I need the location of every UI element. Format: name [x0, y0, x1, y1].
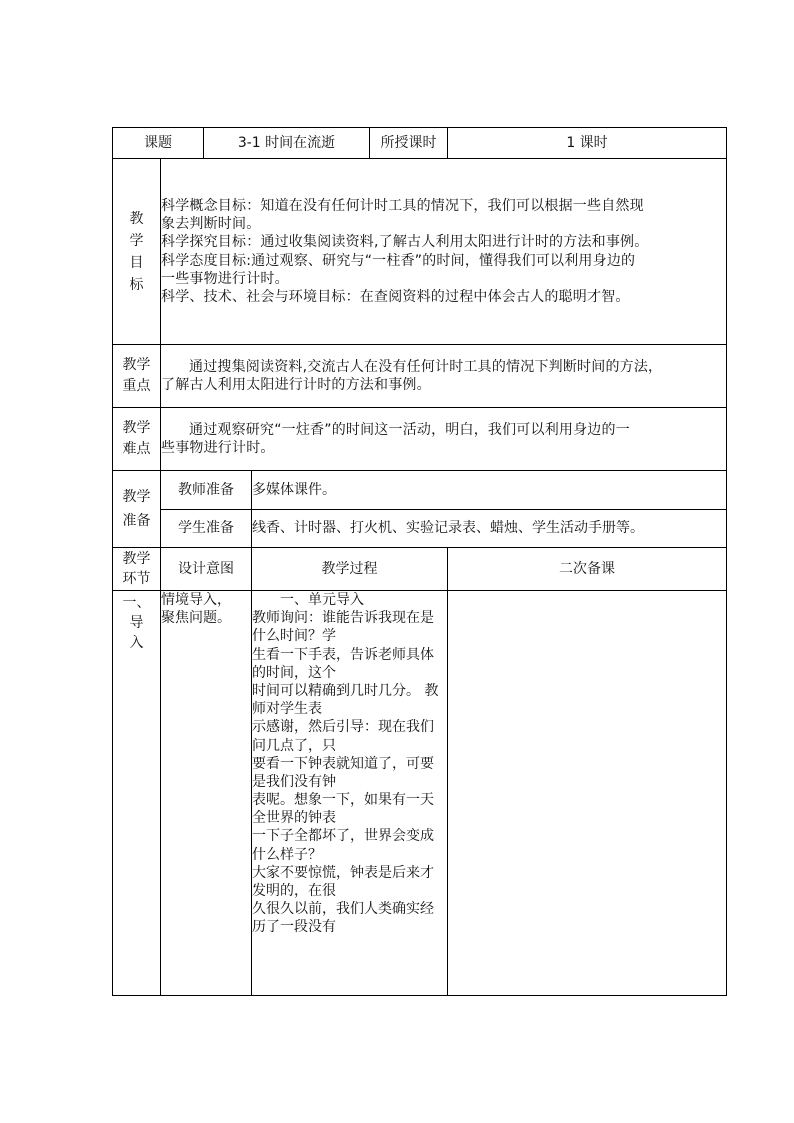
- student-prep-row: [113, 510, 727, 548]
- section-intro-row: [113, 591, 727, 996]
- student-prep-value: 线香、计时器、打火机、实验记录表、蜡烛、学生活动手册等。: [252, 510, 727, 548]
- goals-row: [113, 159, 727, 345]
- teaching-process-header: 教学过程: [252, 548, 448, 591]
- process-stage-label: 教学 环节: [113, 548, 161, 591]
- student-prep-label: 学生准备: [161, 510, 252, 548]
- key-points-content: 通过搜集阅读资料,交流古人在没有任何计时工具的情况下判断时间的方法， 了解古人利用太阳进行计时的方法和事例。: [161, 345, 727, 408]
- difficulties-row: [113, 408, 727, 471]
- difficulties-label: 教学 难点: [113, 408, 161, 471]
- section-intro-process: 一、单元导入 教师询问：谁能告诉我现在是什么时间？学 生看一下手表，告诉老师具体的时间，这个 时间可以精确到几时几分。 教师对学生表 示感谢，然后引导：现在我们问几点了，只 要看一下钟表就知道了，可要是我们没有钟 表呢。想象一下，如果有一天全世界的钟表 一下子全都坏了，世界会变成什么样子？ 大家不要惊慌，钟表是后来才发明的，在很 久很久以前，我们人类确实经历了一段没有: [252, 591, 448, 996]
- topic-label: 课题: [113, 128, 204, 159]
- section-intro-design: 情境导入， 聚焦问题。: [161, 591, 252, 996]
- goals-label: 教 学 目 标: [113, 159, 161, 345]
- hours-label: 所授课时: [370, 128, 448, 159]
- teacher-prep-label: 教师准备: [161, 471, 252, 510]
- teacher-prep-row: [113, 471, 727, 510]
- key-points-row: [113, 345, 727, 408]
- preparation-label: 教学 准备: [113, 471, 161, 548]
- hours-value: 1 课时: [448, 128, 727, 159]
- key-points-label: 教学 重点: [113, 345, 161, 408]
- topic-row: [113, 128, 727, 159]
- section-intro-label: 一、 导 入: [113, 591, 161, 996]
- lesson-plan-table: [112, 127, 727, 996]
- topic-value: 3-1 时间在流逝: [204, 128, 370, 159]
- process-header-row: [113, 548, 727, 591]
- second-prep-header: 二次备课: [448, 548, 727, 591]
- goals-content: 科学概念目标：知道在没有任何计时工具的情况下，我们可以根据一些自然现 象去判断时间。 科学探究目标：通过收集阅读资料,了解古人利用太阳进行计时的方法和事例。 科学态度目标:通过观察、研究与“一柱香”的时间，懂得我们可以利用身边的 一些事物进行计时。 科学、技术、社会与环境目标：在查阅资料的过程中体会古人的聪明才智。: [161, 159, 727, 345]
- design-intent-header: 设计意图: [161, 548, 252, 591]
- teacher-prep-value: 多媒体课件。: [252, 471, 727, 510]
- section-intro-second-prep: [448, 591, 727, 996]
- difficulties-content: 通过观察研究“一炷香”的时间这一活动，明白，我们可以利用身边的一 些事物进行计时。: [161, 408, 727, 471]
